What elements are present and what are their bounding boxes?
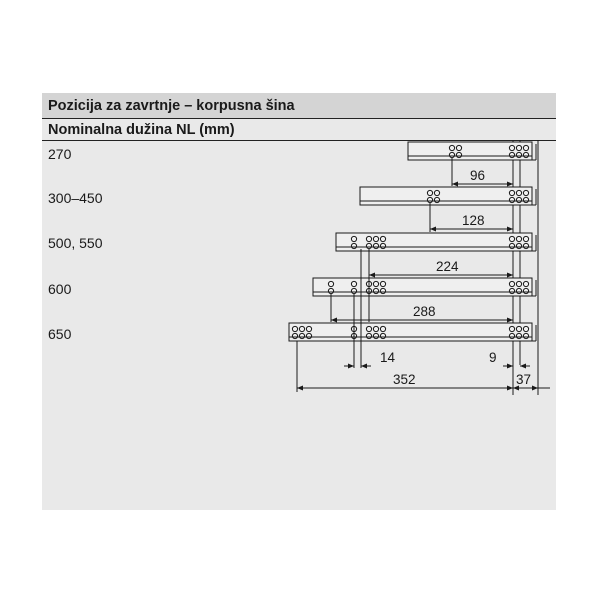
column-heading: Nominalna dužina NL (mm): [48, 122, 235, 138]
length-label-500-550: 500, 550: [48, 235, 103, 251]
dim-288: 288: [413, 304, 436, 319]
rail-270: [408, 142, 536, 160]
rail-600: [313, 278, 536, 296]
dim-96: 96: [470, 168, 486, 183]
dim-9: 9: [489, 350, 497, 365]
length-label-600: 600: [48, 281, 72, 297]
dim-352: 352: [393, 372, 416, 387]
rail-300-450: [360, 187, 536, 205]
dim-37: 37: [516, 372, 532, 387]
table-title: Pozicija za zavrtnje – korpusna šina: [48, 98, 295, 114]
length-label-650: 650: [48, 326, 72, 342]
screw-holes-rear: [509, 145, 528, 338]
rail-650: [289, 323, 536, 341]
dim-14: 14: [380, 350, 396, 365]
length-label-300-450: 300–450: [48, 190, 103, 206]
length-label-270: 270: [48, 146, 72, 162]
dim-128: 128: [462, 213, 485, 228]
rail-500-550: [336, 233, 536, 251]
dim-224: 224: [436, 259, 459, 274]
